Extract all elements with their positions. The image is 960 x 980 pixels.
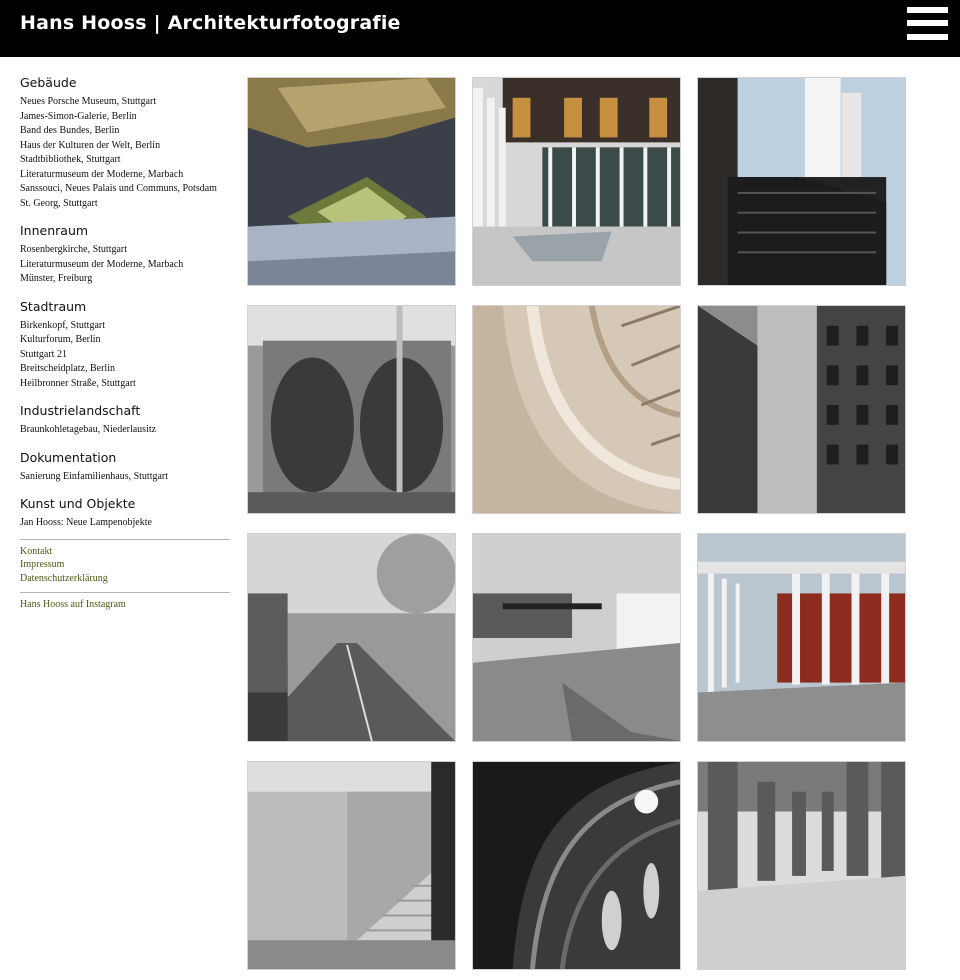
category-title: Gebäude [20, 75, 77, 90]
nav-link[interactable]: Breitscheidplatz, Berlin [20, 363, 115, 374]
photo-band-des-bundes[interactable] [247, 305, 456, 514]
nav-link[interactable]: St. Georg, Stuttgart [20, 197, 98, 209]
nav-link[interactable]: Braunkohletagebau, Niederlausitz [20, 424, 157, 435]
nav-link[interactable]: Birkenkopf, Stuttgart [20, 319, 105, 331]
category-dokumentation [20, 450, 230, 485]
nav-link[interactable]: Rosenbergkirche, Stuttgart [20, 244, 128, 255]
photo-porsche-museum[interactable] [247, 77, 456, 286]
photo-church-interior[interactable] [472, 761, 681, 970]
category-kunst-und-objekte [20, 496, 230, 531]
nav-link[interactable]: Kulturforum, Berlin [20, 334, 101, 345]
nav-link[interactable]: Stuttgart 21 [20, 348, 67, 360]
nav-link[interactable]: Haus der Kulturen der Welt, Berlin [20, 139, 161, 151]
category-industrielandschaft [20, 403, 230, 438]
nav-link[interactable]: Literaturmuseum der Moderne, Marbach [20, 168, 184, 180]
photo-curved-concrete[interactable] [472, 305, 681, 514]
kontakt-link[interactable]: Kontakt [20, 545, 53, 557]
nav-link[interactable]: James-Simon-Galerie, Berlin [20, 110, 137, 122]
category-title: Dokumentation [20, 449, 117, 465]
photo-literaturmuseum-stairs[interactable] [247, 761, 456, 970]
impressum-link[interactable]: Impressum [20, 559, 65, 571]
divider [20, 539, 230, 540]
photo-haus-der-kulturen[interactable] [697, 305, 906, 514]
nav-link[interactable]: Jan Hooss: Neue Lampenobjekte [20, 517, 152, 528]
category-stadtraum [20, 299, 230, 392]
category-innenraum [20, 223, 230, 287]
category-title: Industrielandschaft [20, 403, 141, 418]
photo-james-simon-galerie[interactable] [472, 77, 681, 286]
photo-stadtbibliothek[interactable] [697, 77, 906, 286]
nav-link[interactable]: Neues Porsche Museum, Stuttgart [20, 96, 157, 107]
photo-street[interactable] [247, 533, 456, 742]
nav-link[interactable]: Literaturmuseum der Moderne, Marbach [20, 258, 184, 270]
instagram-link[interactable]: Hans Hooss auf Instagram [20, 598, 126, 610]
photo-neue-nationalgalerie[interactable] [697, 533, 906, 742]
nav-link[interactable]: Stadtbibliothek, Stuttgart [20, 154, 121, 165]
photo-sanssouci-colonnade[interactable] [697, 761, 906, 970]
category-title: Stadtraum [20, 298, 87, 314]
nav-link[interactable]: Sanssouci, Neues Palais und Communs, Potsdam [20, 183, 217, 194]
category-title: Innenraum [20, 223, 89, 238]
nav-link[interactable]: Heilbronner Straße, Stuttgart [20, 377, 136, 389]
sidebar-navigation [20, 75, 230, 611]
photo-kulturforum[interactable] [472, 533, 681, 742]
hamburger-menu-icon[interactable] [907, 7, 948, 41]
site-header [0, 0, 960, 57]
site-title[interactable]: Hans Hooss | Architekturfotografie [20, 12, 401, 34]
datenschutz-link[interactable]: Datenschutzerklärung [20, 572, 108, 584]
category-gebaeude [20, 75, 230, 211]
nav-link[interactable]: Sanierung Einfamilienhaus, Stuttgart [20, 470, 169, 482]
divider [20, 592, 230, 593]
category-title: Kunst und Objekte [20, 496, 136, 511]
nav-link[interactable]: Münster, Freiburg [20, 273, 93, 284]
nav-link[interactable]: Band des Bundes, Berlin [20, 125, 120, 136]
